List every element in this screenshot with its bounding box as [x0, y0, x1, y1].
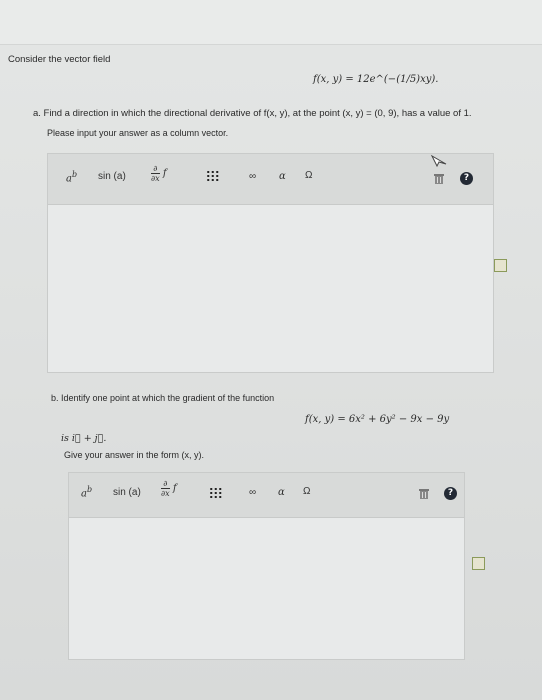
sin-button[interactable]: sin (a) [98, 171, 126, 182]
math-toolbar-b [69, 473, 464, 518]
top-margin [0, 0, 542, 45]
alpha-button[interactable]: α [279, 171, 286, 182]
intro-text: Consider the vector field [8, 54, 111, 65]
answer-input-b[interactable] [69, 518, 464, 659]
part-b-target: is i⃗ + j⃗. [61, 433, 107, 444]
math-toolbar-a [48, 154, 493, 205]
cursor-icon [430, 154, 450, 172]
part-b-question: b. Identify one point at which the gradient of the function [51, 393, 275, 403]
omega-button[interactable]: Ω [303, 486, 311, 497]
help-icon[interactable]: ? [460, 172, 473, 185]
power-button[interactable]: $a^b$ [81, 485, 93, 500]
part-b-hint: Give your answer in the form (x, y). [64, 450, 205, 460]
formula-a: f(x, y) = 12e^(−(1/5)xy). [313, 74, 439, 85]
notes-icon[interactable] [472, 557, 485, 570]
formula-b: f(x, y) = 6x² + 6y² − 9x − 9y [305, 414, 450, 425]
trash-icon[interactable] [419, 488, 429, 499]
power-button[interactable]: $a^b$ [66, 170, 78, 185]
infinity-button[interactable]: ∞ [249, 487, 257, 498]
notes-icon[interactable] [494, 259, 507, 272]
part-a-question: a. Find a direction in which the directional derivative of f(x, y), at the point (x, y) = (0, 9), has a value of 1. [33, 108, 472, 119]
infinity-button[interactable]: ∞ [249, 171, 257, 182]
sin-button[interactable]: sin (a) [113, 487, 141, 498]
trash-icon[interactable] [434, 173, 444, 184]
part-a-hint: Please input your answer as a column vector. [47, 128, 229, 138]
partial-derivative-button[interactable]: $\frac{\partial}{\partial x}$ f [151, 164, 167, 183]
alpha-button[interactable]: α [278, 487, 285, 498]
omega-button[interactable]: Ω [305, 170, 313, 181]
answer-editor-b [68, 472, 465, 660]
partial-derivative-button[interactable]: $\frac{\partial}{\partial x}$ f [161, 479, 177, 498]
answer-editor-a [47, 153, 494, 373]
matrix-icon[interactable] [209, 487, 223, 499]
help-icon[interactable]: ? [444, 487, 457, 500]
answer-input-a[interactable] [48, 205, 493, 372]
matrix-icon[interactable] [206, 170, 220, 182]
